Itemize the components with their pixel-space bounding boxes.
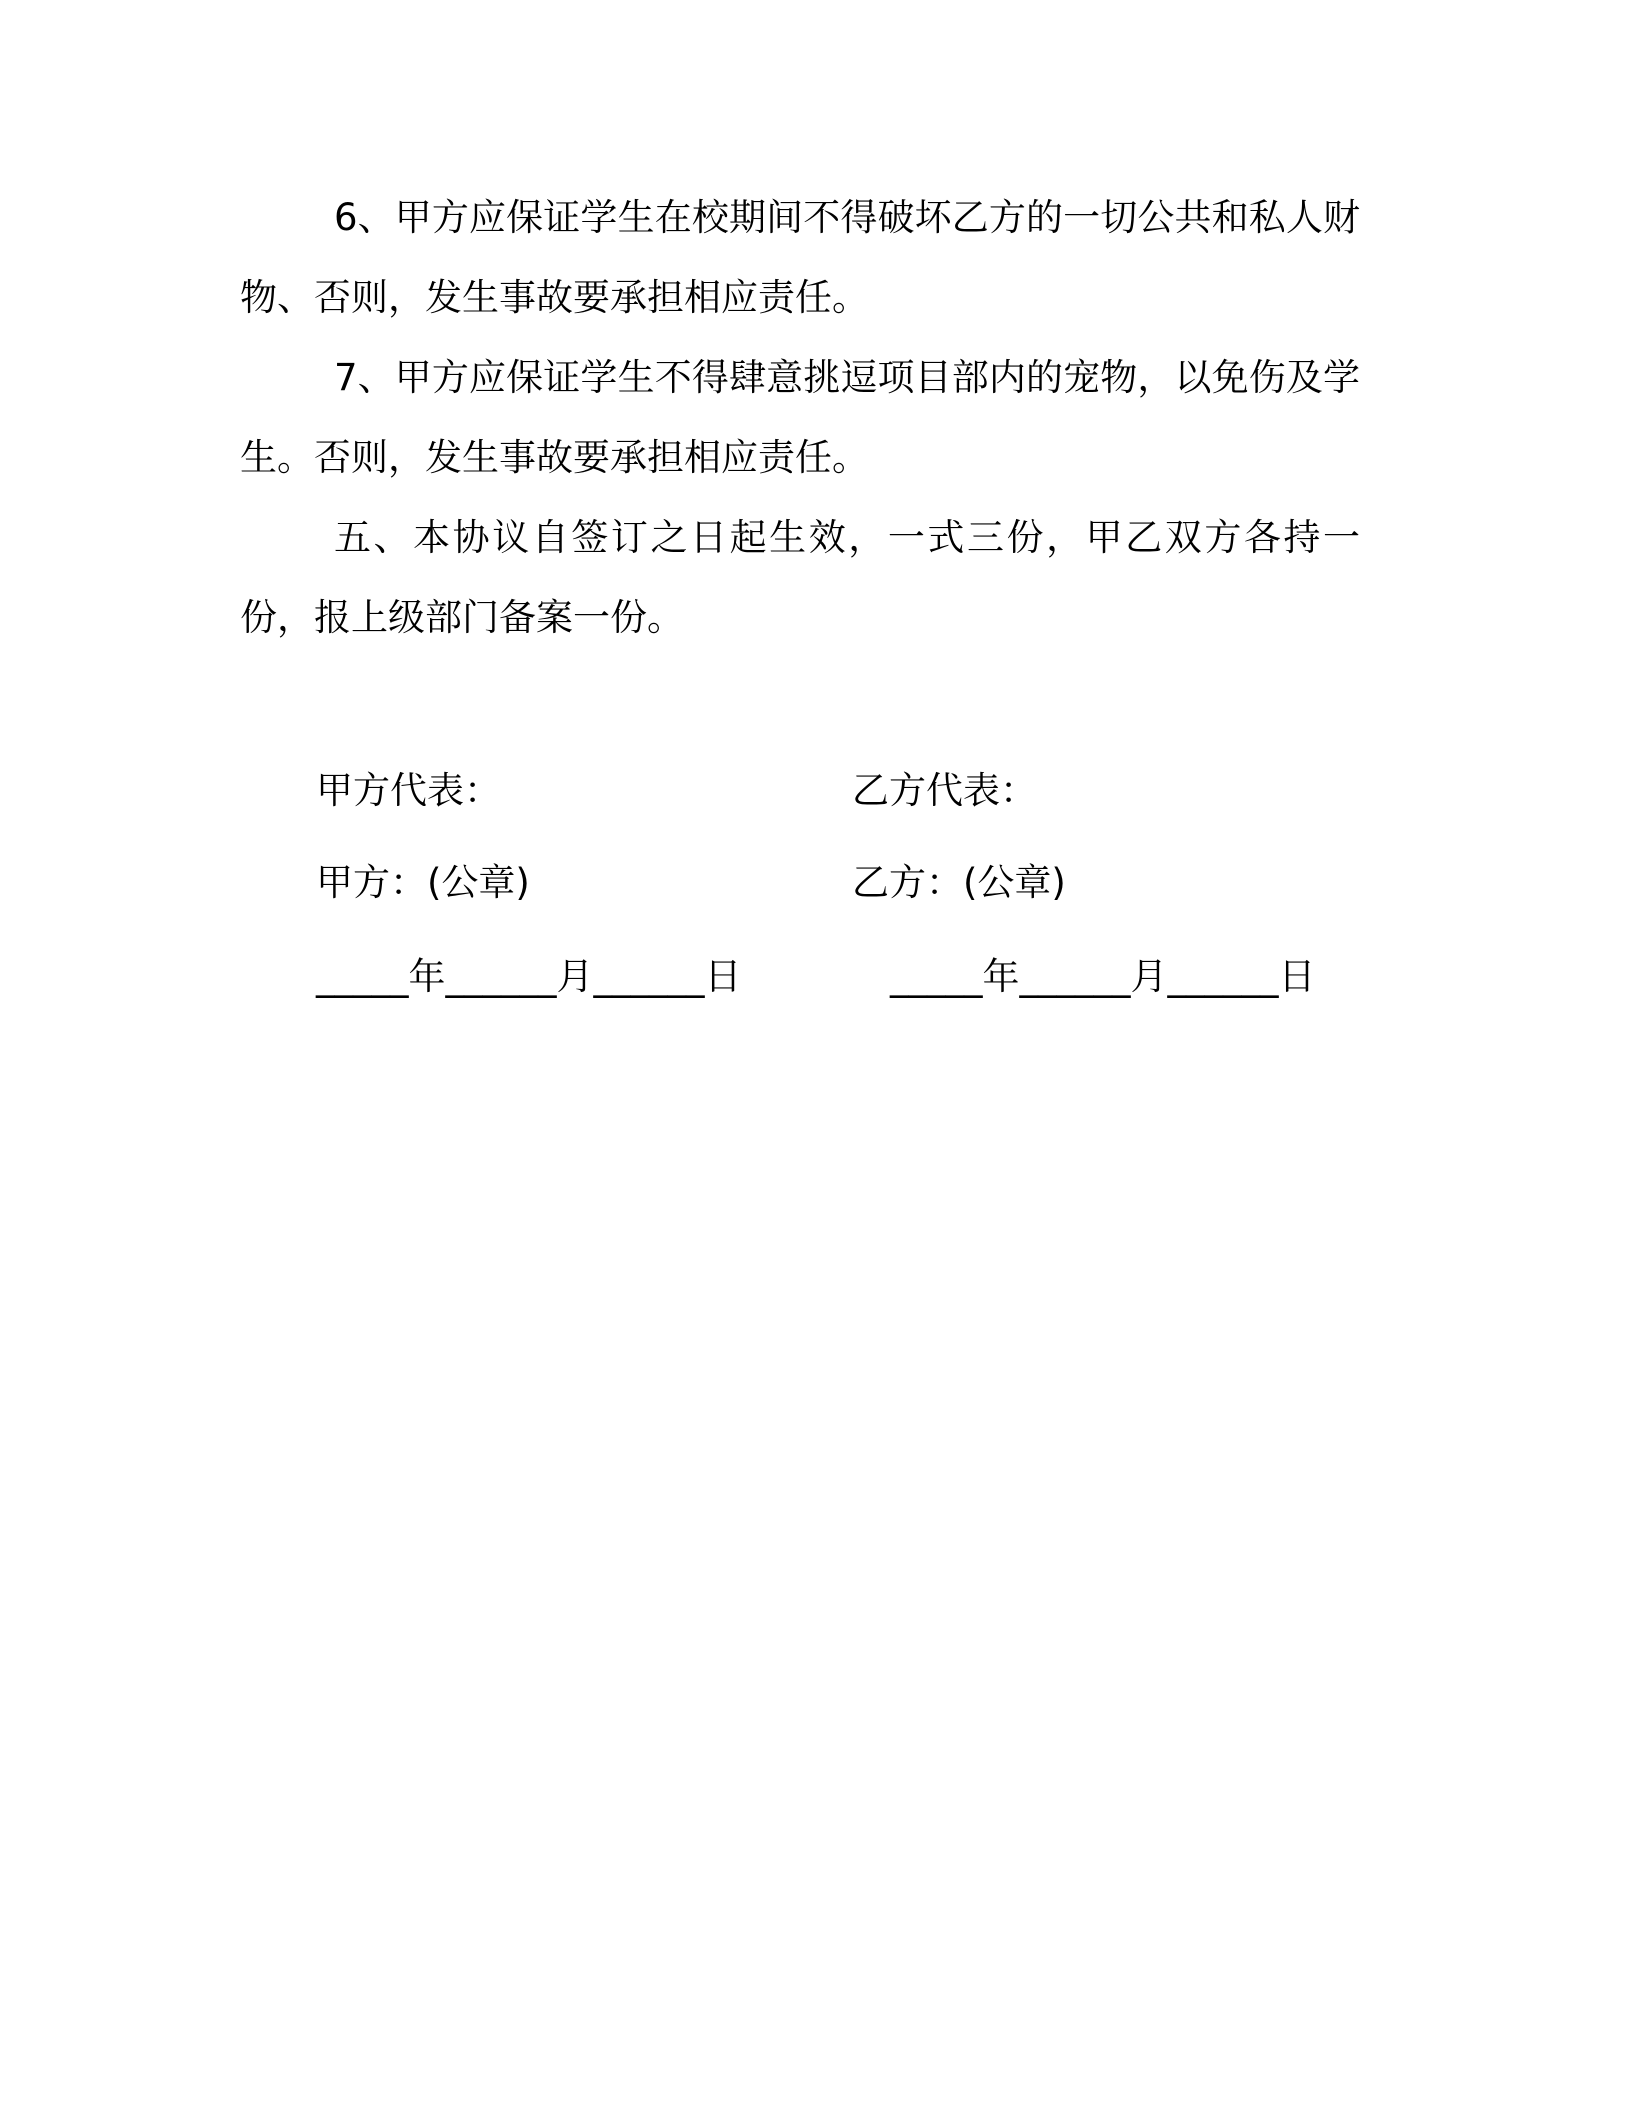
party-a-date-line: _____年______月______日 (316, 955, 742, 998)
party-b-seal-label: 乙方：(公章) (852, 861, 1066, 904)
party-b-date-line: _____年______月______日 (890, 955, 1316, 998)
party-a-representative-label: 甲方代表： (316, 769, 501, 812)
clause-7-paragraph: 7、甲方应保证学生不得肆意挑逗项目部内的宠物，以免伤及学生。否则，发生事故要承担相应责任。 (240, 356, 1360, 479)
party-b-representative-label: 乙方代表： (852, 769, 1037, 812)
clause-five-paragraph: 五、本协议自签订之日起生效，一式三份，甲乙双方各持一份，报上级部门备案一份。 (240, 516, 1360, 639)
clause-6-paragraph: 6、甲方应保证学生在校期间不得破坏乙方的一切公共和私人财物、否则，发生事故要承担相应责任。 (240, 196, 1360, 319)
party-a-seal-label: 甲方：(公章) (316, 861, 530, 904)
